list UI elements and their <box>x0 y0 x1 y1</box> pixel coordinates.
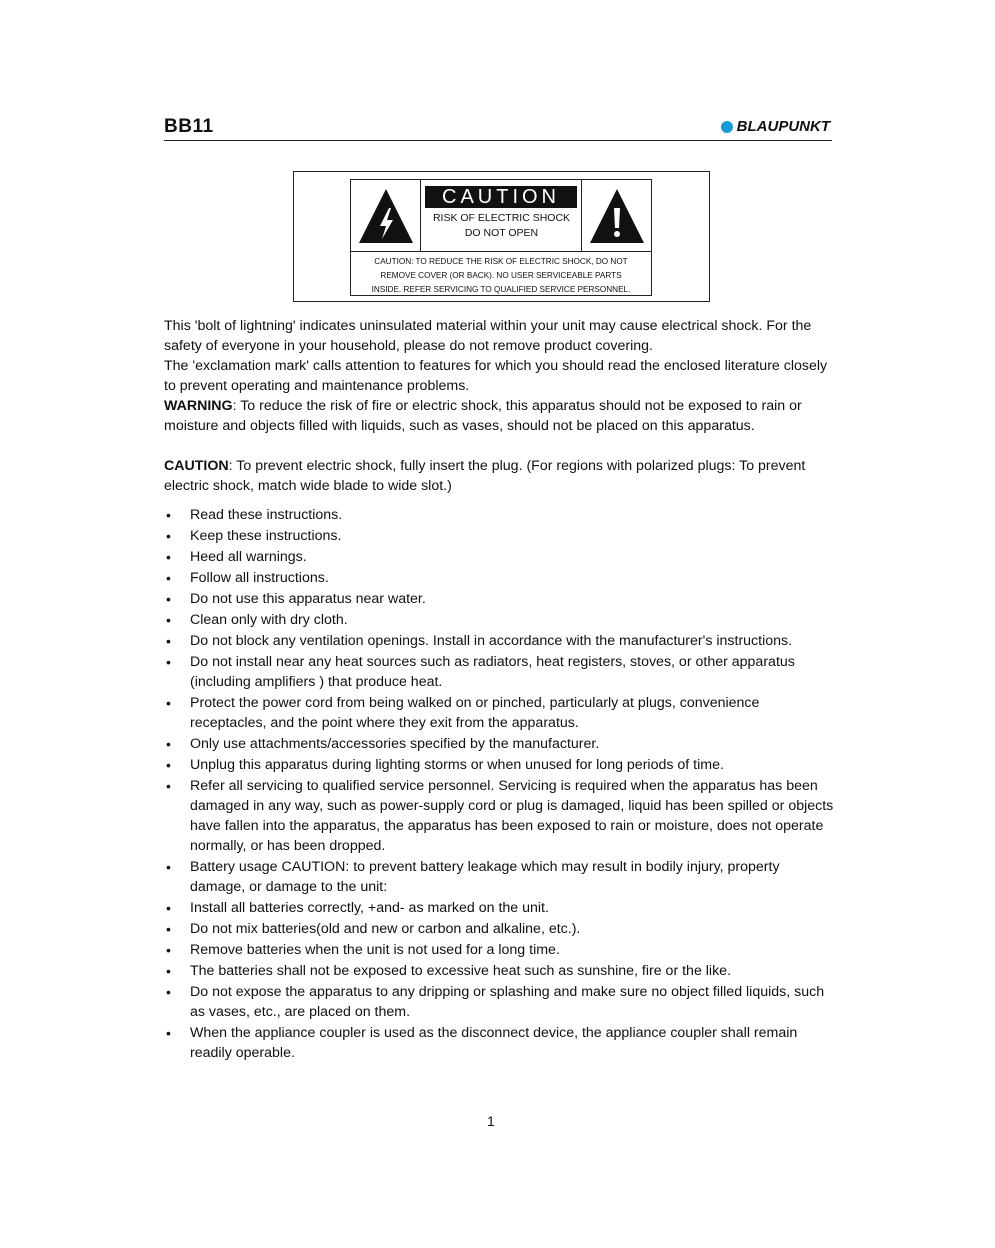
bullet-icon: • <box>166 695 171 711</box>
bullet-icon: • <box>166 654 171 670</box>
bullet-icon: • <box>166 549 171 565</box>
lightning-panel <box>351 180 421 251</box>
brand-dot-icon <box>721 121 733 133</box>
bullet-icon: • <box>166 591 171 607</box>
list-item: • Do not block any ventilation openings. Install in accordance with the manufacturer's instructions. <box>166 633 793 649</box>
bullet-icon: • <box>166 900 171 916</box>
list-item: • When the appliance coupler is used as the disconnect device, the appliance coupler shall remain readily operable. <box>166 1025 798 1061</box>
warning-label: WARNING <box>164 398 233 414</box>
page-header <box>164 116 832 141</box>
list-item: • Refer all servicing to qualified service personnel. Servicing is required when the apparatus has been damaged in any way, such as power-supply cord or plug is damaged, liquid has been spilled or objects have fallen into the apparatus, the apparatus has been exposed to rain or moisture, does not operate normally, or has been dropped. <box>166 778 834 854</box>
document-body <box>164 316 834 1064</box>
bullet-icon: • <box>166 963 171 979</box>
list-item: • Unplug this apparatus during lighting storms or when unused for long periods of time. <box>166 757 724 773</box>
bullet-icon: • <box>166 528 171 544</box>
caution-label: CAUTION <box>164 458 229 474</box>
bullet-icon: • <box>166 1025 171 1041</box>
bullet-icon: • <box>166 859 171 875</box>
exclamation-paragraph: The 'exclamation mark' calls attention to features for which you should read the enclosed literature closely to prevent operating and maintenance problems. <box>164 358 828 394</box>
caution-paragraph <box>164 456 834 496</box>
list-item: • Read these instructions. <box>166 507 343 523</box>
list-item: • The batteries shall not be exposed to excessive heat such as sunshine, fire or the like. <box>166 963 732 979</box>
page-number: 1 <box>487 1113 495 1129</box>
list-item: • Do not mix batteries(old and new or carbon and alkaline, etc.). <box>166 921 581 937</box>
risk-line-2: DO NOT OPEN <box>464 227 539 239</box>
list-item: • Heed all warnings. <box>166 549 307 565</box>
lightning-bolt-triangle-icon <box>356 186 416 246</box>
bullet-icon: • <box>166 633 171 649</box>
caution-title: CAUTION <box>425 186 577 208</box>
caution-label-inner <box>350 179 652 296</box>
exclamation-triangle-icon <box>587 186 647 246</box>
brand-logo <box>721 118 830 135</box>
risk-line-1: RISK OF ELECTRIC SHOCK <box>432 212 571 224</box>
caution-label-box <box>293 171 710 302</box>
list-item: • Remove batteries when the unit is not used for a long time. <box>166 942 560 958</box>
list-item: • Clean only with dry cloth. <box>166 612 348 628</box>
exclamation-panel <box>581 180 651 251</box>
bullet-icon: • <box>166 570 171 586</box>
safety-instructions-list <box>164 505 834 1063</box>
bullet-icon: • <box>166 921 171 937</box>
list-item: • Protect the power cord from being walked on or pinched, particularly at plugs, convenience receptacles, and the point where they exit from the apparatus. <box>166 695 760 731</box>
bullet-icon: • <box>166 984 171 1000</box>
warning-text: : To reduce the risk of fire or electric shock, this apparatus should not be exposed to rain or moisture and objects filled with liquids, such as vases, should not be placed on this apparatus. <box>164 398 802 434</box>
warning-paragraph <box>164 396 834 436</box>
bullet-icon: • <box>166 942 171 958</box>
bullet-icon: • <box>166 612 171 628</box>
lightning-paragraph: This 'bolt of lightning' indicates uninsulated material within your unit may cause electrical shock. For the safety of everyone in your household, please do not remove product covering. <box>164 318 812 354</box>
caution-bottom-line-1: CAUTION: TO REDUCE THE RISK OF ELECTRIC SHOCK, DO NOT <box>374 257 628 266</box>
model-name: BB11 <box>164 116 214 137</box>
list-item: • Install all batteries correctly, +and- as marked on the unit. <box>166 900 549 916</box>
bullet-icon: • <box>166 757 171 773</box>
brand-name: BLAUPUNKT <box>736 118 830 135</box>
bullet-icon: • <box>166 778 171 794</box>
list-item: • Follow all instructions. <box>166 570 329 586</box>
list-item: • Do not install near any heat sources such as radiators, heat registers, stoves, or other apparatus (including amplifiers ) that produce heat. <box>166 654 795 690</box>
caution-bottom-line-2: REMOVE COVER (OR BACK). NO USER SERVICEABLE PARTS <box>380 271 622 280</box>
caution-instructions <box>351 251 651 295</box>
bullet-icon: • <box>166 736 171 752</box>
caution-text: : To prevent electric shock, fully insert the plug. (For regions with polarized plugs: To prevent electric shock, match wide blade to wide slot.) <box>164 458 806 494</box>
list-item: • Battery usage CAUTION: to prevent battery leakage which may result in bodily injury, property damage, or damage to the unit: <box>166 859 780 895</box>
list-item: • Only use attachments/accessories specified by the manufacturer. <box>166 736 600 752</box>
bullet-icon: • <box>166 507 171 523</box>
list-item: • Keep these instructions. <box>166 528 342 544</box>
risk-text <box>421 211 582 241</box>
caution-bottom-line-3: INSIDE. REFER SERVICING TO QUALIFIED SERVICE PERSONNEL. <box>371 285 631 294</box>
list-item: • Do not expose the apparatus to any dripping or splashing and make sure no object filled liquids, such as vases, etc., are placed on them. <box>166 984 825 1020</box>
list-item: • Do not use this apparatus near water. <box>166 591 426 607</box>
